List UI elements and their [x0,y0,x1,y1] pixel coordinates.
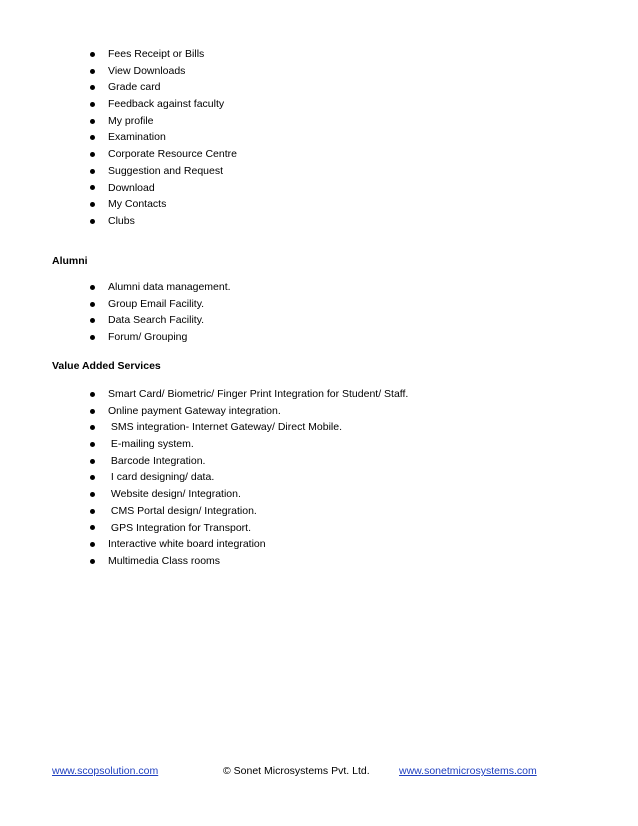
bullet-icon [90,285,95,290]
bullet-icon [90,409,95,414]
list-item [90,553,408,570]
bullet-icon [90,185,95,190]
bullet-icon [90,509,95,514]
list-item-text: Data Search Facility. [108,314,205,327]
value-added-services-list [90,386,408,570]
list-item-text: Smart Card/ Biometric/ Finger Print Integration for Student/ Staff. [108,388,409,400]
list-item-text: Group Email Facility. [108,297,205,310]
bullet-icon [90,152,95,157]
list-item [90,386,408,403]
list-item-text: My Contacts [108,198,167,211]
bullet-icon [90,169,95,174]
list-item [90,196,237,213]
copyright-text: © Sonet Microsystems Pvt. Ltd. [223,765,370,777]
bullet-icon [90,318,95,323]
bullet-icon [90,559,95,564]
list-item [90,46,237,63]
bullet-icon [90,102,95,107]
bullet-icon [90,85,95,90]
list-item-text: Multimedia Class rooms [108,554,221,567]
bullet-icon [90,335,95,340]
list-item-text: Interactive white board integration [108,538,266,551]
list-item [90,312,231,329]
list-item-text: View Downloads [108,64,186,77]
list-item [90,536,408,553]
list-item-text: My profile [108,114,154,127]
list-item-text: Forum/ Grouping [108,331,188,344]
list-item-text: Examination [108,131,166,144]
bullet-icon [90,392,95,397]
bullet-icon [90,459,95,464]
value-added-services-heading: Value Added Services [52,360,161,372]
list-item [90,113,237,130]
list-item-text: E-mailing system. [108,438,194,451]
list-item-text: Fees Receipt or Bills [108,48,205,60]
list-item-text: SMS integration- Internet Gateway/ Direct Mobile. [108,421,343,434]
list-item-text: Grade card [108,81,161,94]
list-item [90,129,237,146]
list-item-text: Clubs [108,214,135,227]
list-item-text: CMS Portal design/ Integration. [108,504,257,517]
list-item-text: Corporate Resource Centre [108,148,237,161]
bullet-icon [90,135,95,140]
list-item [90,146,237,163]
list-item [90,296,231,313]
list-item [90,180,237,197]
list-item [90,469,408,486]
list-item [90,503,408,520]
list-item [90,403,408,420]
list-item [90,163,237,180]
list-item-text: Suggestion and Request [108,164,224,177]
list-item-text: Website design/ Integration. [108,488,241,501]
list-item-text: Download [108,181,155,194]
alumni-list [90,279,231,346]
list-item [90,63,237,80]
list-item [90,79,237,96]
list-item [90,453,408,470]
list-item [90,486,408,503]
list-item [90,279,231,296]
student-features-list [90,46,237,230]
bullet-icon [90,119,95,124]
bullet-icon [90,542,95,547]
list-item-text: Barcode Integration. [108,454,206,467]
bullet-icon [90,475,95,480]
bullet-icon [90,425,95,430]
scopsolution-link[interactable]: www.scopsolution.com [52,765,159,777]
bullet-icon [90,219,95,224]
bullet-icon [90,302,95,307]
list-item [90,213,237,230]
bullet-icon [90,202,95,207]
bullet-icon [90,69,95,74]
list-item [90,329,231,346]
list-item-text: Feedback against faculty [108,98,225,111]
list-item-text: Alumni data management. [108,281,231,293]
list-item-text: Online payment Gateway integration. [108,404,281,417]
bullet-icon [90,492,95,497]
alumni-heading: Alumni [52,255,88,267]
list-item [90,419,408,436]
list-item-text: I card designing/ data. [108,471,215,484]
list-item-text: GPS Integration for Transport. [108,521,251,534]
bullet-icon [90,52,95,57]
sonetmicrosystems-link[interactable]: www.sonetmicrosystems.com [399,765,537,777]
list-item [90,520,408,537]
list-item [90,436,408,453]
bullet-icon [90,442,95,447]
bullet-icon [90,525,95,530]
list-item [90,96,237,113]
